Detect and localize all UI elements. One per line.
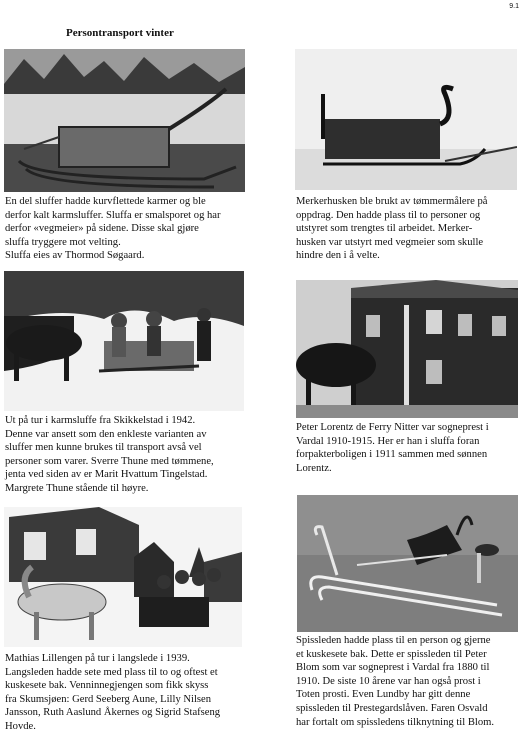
caption-line: spissleden til Prestegardslåven. Faren Osvald [296,702,488,714]
caption-line: Denne var ansett som den enkleste varianten av [5,428,207,440]
karmsluffe-caption [5,195,255,263]
caption-line: kuskesete bak. Venninnegjengen som fikk skyss [5,680,209,692]
nitter-caption [296,421,524,475]
caption-line: sluffa tryggere mot velting. [5,236,121,248]
caption-line: Merkerhusken ble brukt av tømmermålere på [296,196,488,207]
caption-line: personer som varer. Sverre Thune med tømmene, [5,455,214,467]
caption-line: Toten prosti. Even Lundby har gitt denne [296,689,471,701]
skikkelstad-photo [4,271,244,411]
skikkelstad-caption [5,414,255,496]
caption-line: Sluffa eies av Thormod Søgaard. [5,250,145,262]
caption-line: har fortalt om spissledens tilknytning til Blom. [296,716,495,728]
langslede-photo [4,507,242,647]
spissleden-photo [297,495,518,632]
caption-line: hindre den i å velte. [296,250,380,262]
nitter-photo [296,280,518,418]
caption-line: Mathias Lillengen på tur i langslede i 1939. [5,653,190,664]
caption-line: jenta ved siden av er Marit Hvattum Tingelstad. [5,469,208,481]
caption-line: Hovde. [5,720,36,732]
caption-line: oppdrag. Den hadde plass til to personer og [296,209,481,221]
caption-line: Vardal 1910-1915. Her er han i sluffa foran [296,435,480,447]
merkerhusken-caption [296,195,524,263]
caption-line: sluffer men kunne brukes til transport avså vel [5,442,202,454]
caption-line: utstyret som trengtes til arbeidet. Merker- [296,223,473,235]
langslede-caption [5,652,255,734]
caption-line: fra Skumsjøen: Gerd Seeberg Aune, Lilly Nilsen [5,693,212,705]
caption-line: forpakterboligen i 1911 sammen med sønnen [296,449,488,461]
caption-line: Langsleden hadde sete med plass til to og oftest et [5,666,218,678]
caption-line: En del sluffer hadde kurvflettede karmer og ble [5,196,206,207]
caption-line: Margrete Thune stående til høyre. [5,482,149,494]
page-title: Persontransport vinter [66,27,174,39]
caption-line: Spissleden hadde plass til en person og gjerne [296,635,491,646]
page-number: 9.1 [509,3,519,10]
karmsluffe-photo [4,49,245,192]
caption-line: Lorentz. [296,462,332,474]
caption-line: Blom som var sogneprest i Vardal fra 1880 til [296,662,490,674]
caption-line: 1910. De siste 10 årene var han også prost i [296,675,481,687]
spissleden-caption [296,634,524,729]
caption-line: Jansson, Ruth Aaslund Åkernes og Sigrid Stafseng [5,707,221,719]
caption-line: derfor «vegmeier» på sidene. Disse skal gjøre [5,223,199,235]
merkerhusken-photo [295,49,517,190]
caption-line: husken var utstyrt med vegmeier som skulle [296,236,484,248]
caption-line: Peter Lorentz de Ferry Nitter var sogneprest i [296,422,489,433]
caption-line: et kuskesete bak. Dette er spissleden til Peter [296,648,487,660]
caption-line: derfor kalt karmsluffer. Sluffa er smalsporet og har [5,209,221,221]
caption-line: Ut på tur i karmsluffe fra Skikkelstad i 1942. [5,415,196,426]
